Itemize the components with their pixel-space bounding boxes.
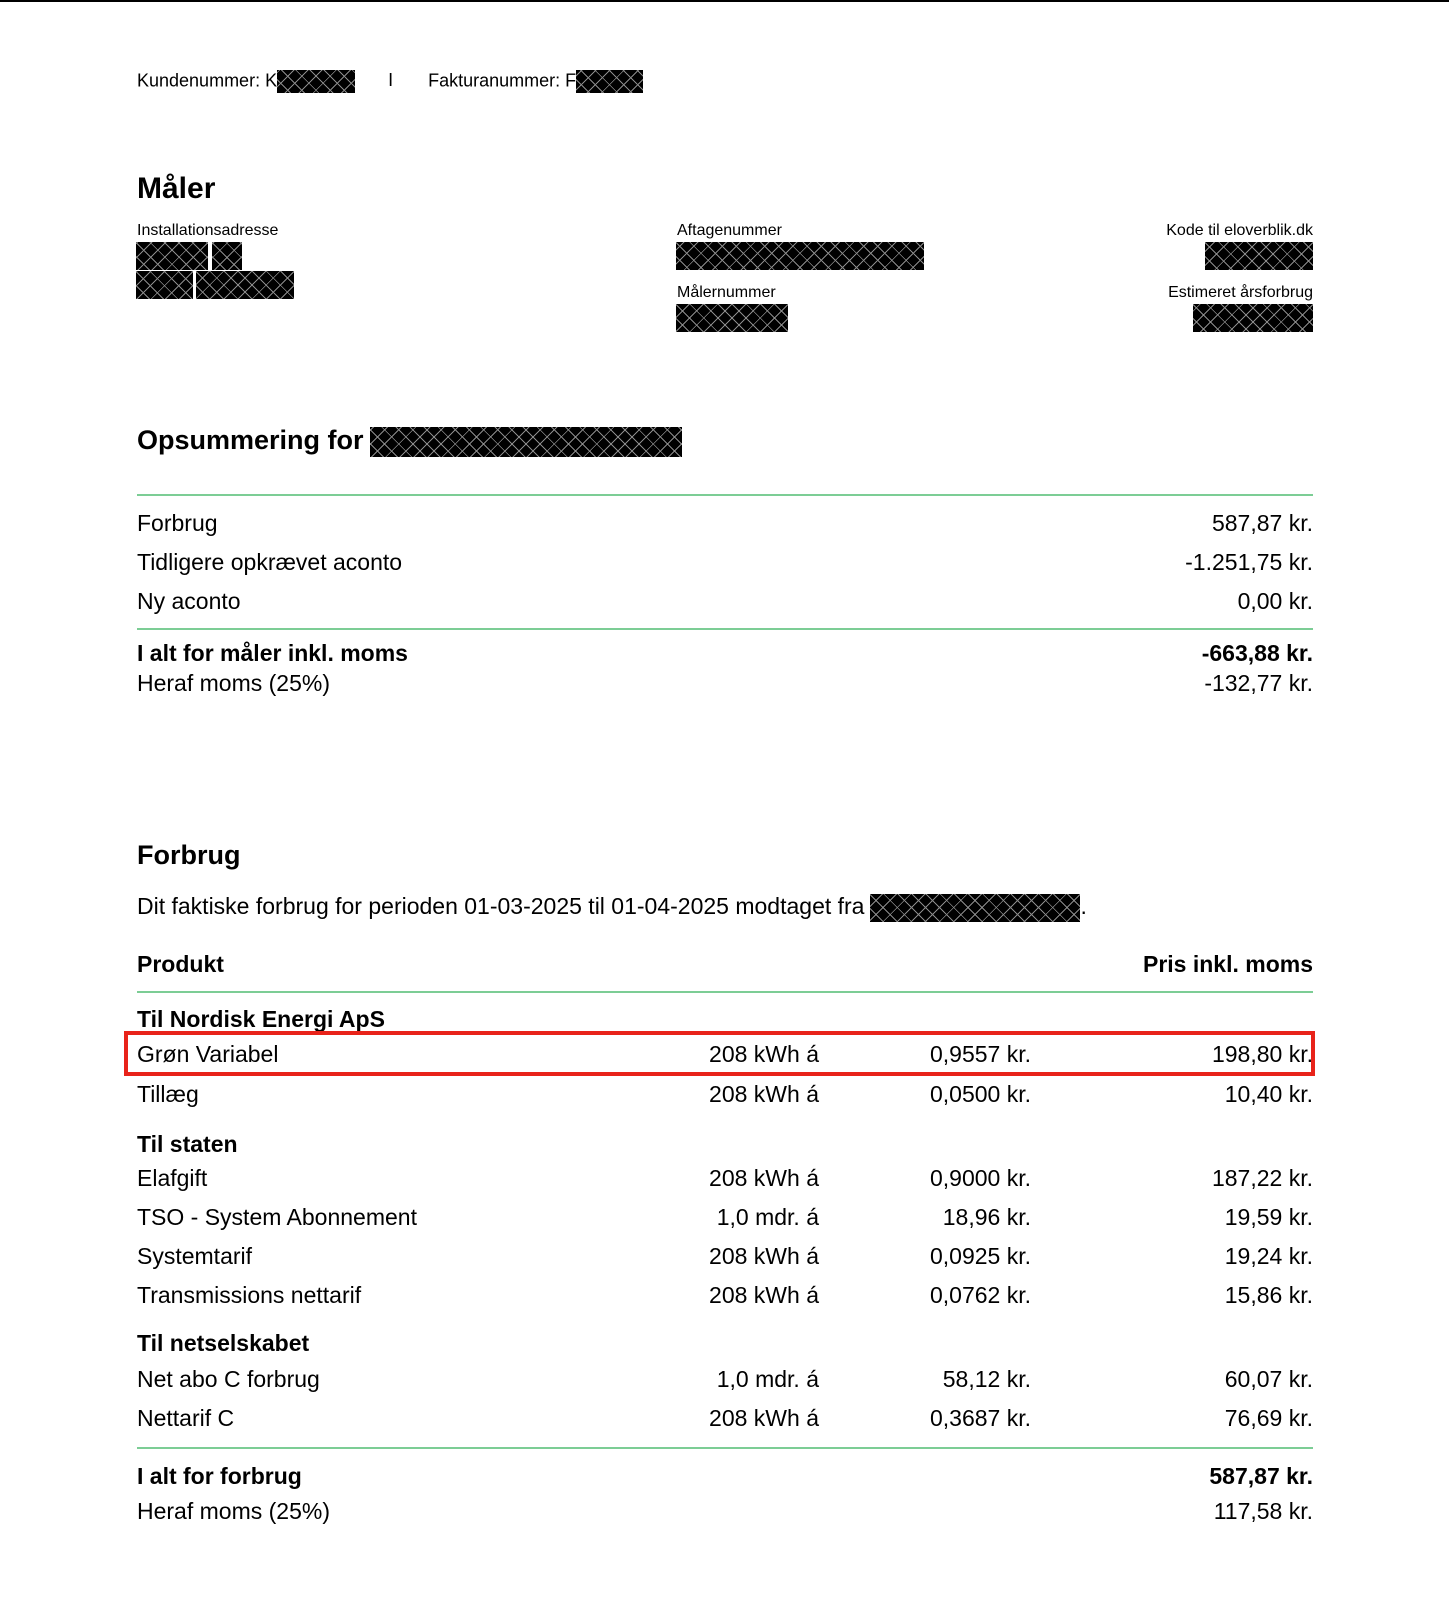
- line-unit-price: 0,0500 kr.: [929, 1081, 1031, 1107]
- redacted-address-3: [136, 271, 193, 299]
- line-price: 15,86 kr.: [1224, 1282, 1313, 1308]
- estimeret-aarsforbrug-label: Estimeret årsforbrug: [1168, 284, 1313, 301]
- forbrug-total-label: I alt for forbrug: [137, 1463, 302, 1489]
- summary-moms-label: Heraf moms (25%): [137, 670, 330, 696]
- line-name: Nettarif C: [137, 1405, 235, 1431]
- line-qty: 1,0 mdr. á: [716, 1204, 819, 1230]
- line-price: 10,40 kr.: [1224, 1081, 1313, 1107]
- summary-value: 0,00 kr.: [1237, 588, 1313, 614]
- summary-moms-value: -132,77 kr.: [1204, 670, 1313, 696]
- line-unit-price: 58,12 kr.: [942, 1366, 1031, 1392]
- redacted-address-4: [196, 271, 294, 299]
- line-qty: 208 kWh á: [709, 1282, 819, 1308]
- forbrug-moms-value: 117,58 kr.: [1213, 1498, 1313, 1524]
- forbrug-total-value: 587,87 kr.: [1209, 1463, 1313, 1489]
- summary-total-label: I alt for måler inkl. moms: [137, 640, 408, 666]
- section-title-opsummering: [137, 425, 682, 457]
- divider: [137, 628, 1313, 630]
- summary-total-value: -663,88 kr.: [1201, 640, 1313, 666]
- line-name: Tillæg: [137, 1081, 199, 1107]
- redacted-source: [870, 894, 1080, 922]
- line-name: Net abo C forbrug: [137, 1366, 320, 1392]
- line-qty: 208 kWh á: [709, 1165, 819, 1191]
- section-title-maler: Måler: [137, 172, 216, 205]
- redacted-aftagenummer: [676, 242, 924, 270]
- period-text-body: Dit faktiske forbrug for perioden 01-03-2025 til 01-04-2025 modtaget fra: [137, 893, 865, 919]
- line-unit-price: 18,96 kr.: [942, 1204, 1031, 1230]
- invoice-ids: [137, 70, 643, 93]
- redacted-address-1: [136, 242, 208, 270]
- fakturanummer-label: Fakturanummer: F: [428, 70, 577, 91]
- redacted-kundenummer: [277, 70, 355, 93]
- line-price: 19,24 kr.: [1224, 1243, 1313, 1269]
- divider: [137, 1447, 1313, 1449]
- line-price: 19,59 kr.: [1224, 1204, 1313, 1230]
- line-unit-price: 0,9000 kr.: [929, 1165, 1031, 1191]
- group-title: Til Nordisk Energi ApS: [137, 1006, 385, 1032]
- forbrug-moms-label: Heraf moms (25%): [137, 1498, 330, 1524]
- line-name: TSO - System Abonnement: [137, 1204, 417, 1230]
- line-qty: 208 kWh á: [709, 1243, 819, 1269]
- summary-value: 587,87 kr.: [1211, 510, 1313, 536]
- redacted-kode: [1205, 242, 1313, 270]
- kundenummer-label: Kundenummer: K: [137, 70, 278, 91]
- line-name: Systemtarif: [137, 1243, 253, 1269]
- summary-label: Tidligere opkrævet aconto: [137, 549, 403, 575]
- installationsadresse-label: Installationsadresse: [137, 222, 279, 239]
- redacted-estimeret: [1193, 304, 1313, 332]
- kode-eloverblik-label: Kode til eloverblik.dk: [1166, 222, 1313, 239]
- summary-label: Ny aconto: [137, 588, 241, 614]
- line-price: 198,80 kr.: [1211, 1041, 1313, 1067]
- line-price: 187,22 kr.: [1211, 1165, 1313, 1191]
- line-qty: 208 kWh á: [709, 1041, 819, 1067]
- line-unit-price: 0,3687 kr.: [929, 1405, 1031, 1431]
- group-title: Til netselskabet: [137, 1330, 310, 1356]
- redacted-malernummer: [676, 304, 788, 332]
- line-unit-price: 0,9557 kr.: [929, 1041, 1031, 1067]
- divider: [137, 991, 1313, 993]
- redacted-fakturanummer: [576, 70, 643, 93]
- line-qty: 208 kWh á: [709, 1081, 819, 1107]
- period-text: [137, 893, 1087, 922]
- period-text-end: .: [1080, 893, 1087, 919]
- line-name: Transmissions nettarif: [137, 1282, 362, 1308]
- highlight-box: [124, 1031, 1315, 1076]
- group-title: Til staten: [137, 1131, 238, 1157]
- separator: I: [388, 70, 394, 91]
- redacted-address-2: [212, 242, 242, 270]
- aftagenummer-label: Aftagenummer: [677, 222, 782, 239]
- line-unit-price: 0,0925 kr.: [929, 1243, 1031, 1269]
- redacted-period: [370, 427, 682, 457]
- section-title-forbrug: Forbrug: [137, 840, 241, 870]
- line-qty: 208 kWh á: [709, 1405, 819, 1431]
- col-produkt: Produkt: [137, 951, 224, 977]
- malernummer-label: Målernummer: [677, 284, 776, 301]
- line-name: Grøn Variabel: [137, 1041, 279, 1067]
- opsummering-title-text: Opsummering for: [137, 425, 364, 455]
- summary-value: -1.251,75 kr.: [1185, 549, 1313, 575]
- summary-label: Forbrug: [137, 510, 218, 536]
- line-name: Elafgift: [137, 1165, 208, 1191]
- line-price: 76,69 kr.: [1224, 1405, 1313, 1431]
- top-border: [0, 0, 1449, 2]
- line-qty: 1,0 mdr. á: [716, 1366, 819, 1392]
- divider: [137, 494, 1313, 496]
- line-price: 60,07 kr.: [1224, 1366, 1313, 1392]
- line-unit-price: 0,0762 kr.: [929, 1282, 1031, 1308]
- col-pris: Pris inkl. moms: [1142, 951, 1313, 977]
